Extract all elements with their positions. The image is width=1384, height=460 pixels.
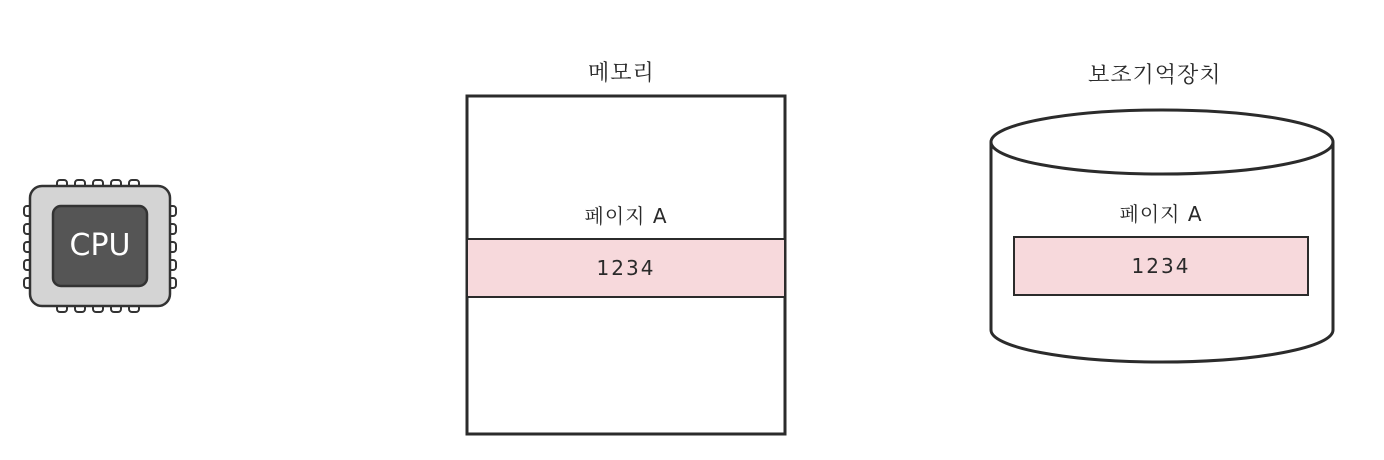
memory-page-a-value: 1234: [596, 256, 656, 280]
storage-cylinder-top: [991, 110, 1333, 174]
storage-page-a-value: 1234: [1131, 254, 1191, 278]
memory-page-a-label: 페이지 A: [584, 204, 668, 228]
storage-cylinder-icon: [980, 100, 1344, 370]
cpu-label: CPU: [69, 228, 131, 263]
storage-page-a-label: 페이지 A: [1119, 202, 1203, 226]
memory-title: 메모리: [588, 61, 655, 86]
storage-title: 보조기억장치: [1088, 63, 1222, 88]
